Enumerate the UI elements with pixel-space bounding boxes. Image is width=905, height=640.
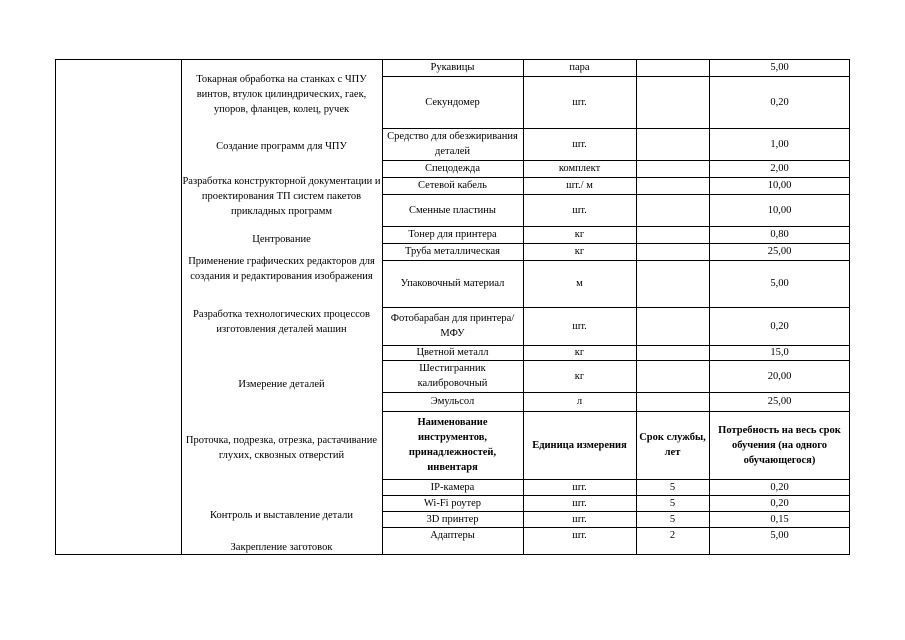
operation-item: Закрепление заготовок bbox=[230, 542, 333, 553]
table-cell-unit: Единица измерения bbox=[532, 439, 627, 451]
table-cell-name: Сменные пластины bbox=[409, 204, 496, 216]
table-cell-life bbox=[636, 392, 709, 411]
table-cell-unit: кг bbox=[574, 347, 585, 358]
table-cell-need: Потребность на весь срок обучения (на одного обучающегося) bbox=[718, 424, 841, 466]
table-cell-need: 10,00 bbox=[767, 204, 792, 216]
operation-item: Контроль и выставление детали bbox=[210, 510, 353, 521]
table-cell-life bbox=[636, 226, 709, 243]
table-cell-unit: кг bbox=[574, 229, 585, 240]
operation-item: Проточка, подрезка, отрезка, растачивание глухих, сквозных отверстий bbox=[185, 435, 378, 461]
table-cell-life bbox=[636, 243, 709, 260]
table-cell-life bbox=[636, 76, 709, 128]
table-cell-need: 15,0 bbox=[770, 347, 789, 358]
table-cell-need: 5,00 bbox=[770, 529, 789, 541]
table-cell-life bbox=[636, 59, 709, 76]
table-cell-life bbox=[636, 177, 709, 194]
table-cell-unit: пара bbox=[569, 62, 590, 73]
table-cell-unit: кг bbox=[574, 370, 585, 382]
table-cell-life bbox=[636, 260, 709, 307]
table-cell-unit: м bbox=[576, 278, 583, 289]
table-cell-need: 25,00 bbox=[767, 246, 792, 257]
table-cell-name: Упаковочный материал bbox=[400, 278, 505, 289]
table-cell-name: Wi-Fi роутер bbox=[423, 497, 482, 509]
table-cell-name: Средство для обезжиривания деталей bbox=[387, 131, 518, 157]
table-cell-need: 0,20 bbox=[770, 320, 789, 332]
table-cell-unit: шт. bbox=[572, 96, 587, 108]
table-cell-life: 5 bbox=[669, 513, 676, 525]
table-cell-unit: шт./ м bbox=[566, 180, 593, 191]
table-cell-unit: шт. bbox=[572, 497, 587, 509]
table-cell-need: 0,80 bbox=[770, 229, 789, 240]
table-cell-unit: шт. bbox=[572, 529, 587, 541]
operation-item: Разработка конструкторной документации и проектирования ТП систем пакетов прикладных программ bbox=[182, 176, 381, 217]
table-cell-unit: л bbox=[576, 396, 583, 407]
table-cell-life: 2 bbox=[669, 529, 676, 541]
table-cell-need: 25,00 bbox=[767, 396, 792, 407]
table-cell-name: Адаптеры bbox=[430, 529, 475, 541]
table-cell-life: Срок службы, лет bbox=[639, 432, 706, 458]
table-cell-name: 3D принтер bbox=[426, 513, 479, 525]
table-cell-life bbox=[636, 194, 709, 226]
table-cell-name: Секундомер bbox=[425, 96, 480, 108]
operation-item: Разработка технологических процессов изготовления деталей машин bbox=[193, 309, 370, 335]
table-cell-name: Наименование инструментов, принадлежностей, инвентаря bbox=[408, 417, 497, 473]
table-cell-name: Фотобарабан для принтера/МФУ bbox=[390, 313, 515, 339]
table-cell-unit: комплект bbox=[558, 163, 601, 174]
table-cell-need: 0,20 bbox=[770, 96, 789, 108]
table-cell-need: 5,00 bbox=[770, 278, 789, 289]
table-cell-name: Рукавицы bbox=[430, 62, 475, 73]
table-cell-unit: шт. bbox=[572, 320, 587, 332]
table-cell-name: IP-камера bbox=[430, 481, 475, 493]
table-cell-need: 0,15 bbox=[770, 513, 789, 525]
operation-item: Центрование bbox=[252, 234, 311, 245]
table-cell-need: 2,00 bbox=[770, 163, 789, 174]
operation-item: Токарная обработка на станках с ЧПУ винтов, втулок цилиндрических, гаек, упоров, фланцев, колец, ручек bbox=[196, 74, 367, 115]
operation-item: Применение графических редакторов для создания и редактирования изображения bbox=[188, 256, 375, 282]
table-cell-unit: шт. bbox=[572, 138, 587, 150]
table-cell-need: 20,00 bbox=[767, 370, 792, 382]
table-cell-life bbox=[636, 345, 709, 360]
table-cell-life bbox=[636, 160, 709, 177]
table-cell-name: Труба металлическая bbox=[404, 246, 501, 257]
operation-item: Измерение деталей bbox=[238, 379, 325, 390]
operation-item: Создание программ для ЧПУ bbox=[216, 141, 347, 152]
table-cell-name: Сетевой кабель bbox=[418, 180, 487, 191]
table-cell-need: 10,00 bbox=[767, 180, 792, 191]
table-cell-name: Шестигранник калибровочный bbox=[417, 363, 488, 389]
table-cell-unit: шт. bbox=[572, 481, 587, 493]
table-cell-life: 5 bbox=[669, 497, 676, 509]
table-cell-name: Эмульсол bbox=[430, 396, 475, 407]
table-cell-need: 0,20 bbox=[770, 481, 789, 493]
table-cell-need: 5,00 bbox=[770, 62, 789, 73]
table-cell-name: Тонер для принтера bbox=[408, 229, 497, 240]
table-cell-life bbox=[636, 360, 709, 392]
table-cell-need: 1,00 bbox=[770, 138, 789, 150]
table-cell-unit: кг bbox=[574, 246, 585, 257]
table-cell-need: 0,20 bbox=[770, 497, 789, 509]
table-cell-unit: шт. bbox=[572, 204, 587, 216]
table-cell-life bbox=[636, 128, 709, 160]
table-cell-life: 5 bbox=[669, 481, 676, 493]
table-cell-name: Цветной металл bbox=[416, 347, 489, 358]
table-cell-life bbox=[636, 307, 709, 345]
table-cell-name: Спецодежда bbox=[424, 163, 481, 174]
table-cell-unit: шт. bbox=[572, 513, 587, 525]
